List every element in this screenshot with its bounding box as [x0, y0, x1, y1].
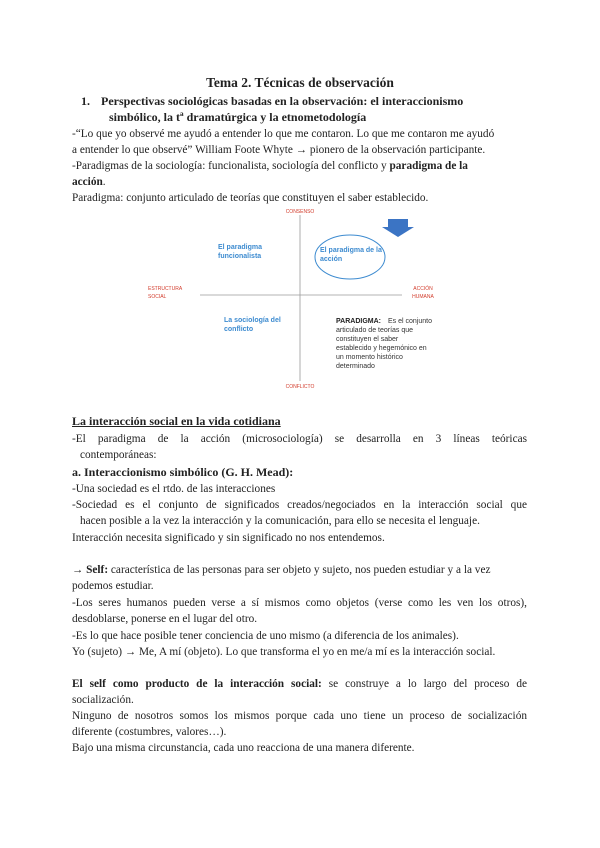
self-term: Self: — [86, 564, 109, 576]
page-title: Tema 2. Técnicas de observación — [206, 75, 394, 90]
yo-me-line: Yo (sujeto) → Me, A mí (objeto). Lo que transforma el yo en me/a mí es la interacción social. — [72, 646, 496, 658]
label-estructura: ESTRUCTURA — [148, 286, 183, 292]
label-social: SOCIAL — [148, 294, 167, 300]
socialization-line-2: diferente (costumbres, valores…). — [72, 726, 227, 739]
heading-line-2: simbólico, la tª dramatúrgica y la etnometodología — [109, 110, 367, 124]
arrow-right-icon: → — [72, 564, 84, 576]
definition-line-4: establecido y hegemónico en — [336, 345, 427, 352]
intro-line-1: -El paradigma de la acción (microsociología) se desarrolla en 3 líneas teóricas — [72, 433, 527, 445]
self-definition: característica de las personas para ser objeto y sujeto, nos pueden estudiar y a la vez — [110, 564, 491, 576]
subheading-a: a. Interaccionismo simbólico (G. H. Mead): — [72, 465, 294, 479]
paradigm-diagram — [140, 205, 460, 390]
self-product-line-2: socialización. — [72, 694, 134, 707]
humans-paragraph — [72, 595, 527, 628]
quote-paragraph — [72, 126, 527, 159]
arrow-down-icon — [382, 219, 414, 237]
self-product-term: El self como producto de la interacción social: — [72, 678, 322, 690]
socialization-line-1: Ninguno de nosotros somos los mismos porque cada uno tiene un proceso de socialización — [72, 710, 527, 722]
society-line-1: -Sociedad es el conjunto de significados creados/negociados en la interacción social que — [72, 499, 527, 511]
interaction-line: Interacción necesita significado y sin significado no nos entendemos. — [72, 532, 385, 544]
self-line-1 — [72, 562, 527, 578]
functionalist-label-2: funcionalista — [218, 253, 262, 260]
heading-line-1: Perspectivas sociológicas basadas en la observación: el interaccionismo — [101, 94, 464, 108]
self-paragraph — [72, 562, 527, 595]
label-humana: HUMANA — [412, 294, 434, 300]
heading-number: 1. — [81, 94, 90, 108]
self-product-line-1 — [72, 676, 527, 692]
action-label-1: El paradigma de la — [320, 247, 382, 254]
conflict-label-2: conflicto — [224, 326, 254, 333]
paradigms-text: -Paradigmas de la sociología: funcionalista, sociología del conflicto y — [72, 160, 387, 172]
paradigms-bold-2: acción — [72, 176, 103, 189]
definition-line-5: un momento histórico — [336, 354, 403, 361]
functionalist-label-1: El paradigma — [218, 244, 262, 251]
self-product-text: se construye a lo largo del proceso de — [328, 678, 527, 690]
definition-line-1: PARADIGMA: Es el conjunto — [336, 318, 432, 325]
label-consenso: CONSENSO — [285, 209, 315, 215]
society-line: -Una sociedad es el rtdo. de las interacciones — [72, 483, 276, 495]
definition-line-2: articulado de teorías que — [336, 327, 414, 334]
reaction-line: Bajo una misma circunstancia, cada uno reacciona de una manera diferente. — [72, 742, 415, 754]
self-product-paragraph — [72, 676, 527, 709]
intro-paragraph — [72, 431, 527, 464]
section-heading-2 — [72, 413, 527, 430]
quote-line-1: -“Lo que yo observé me ayudó a entender lo que me contaron. Lo que me contaron me ayudó — [72, 128, 495, 140]
society-line-2: hacen posible a la vez la interacción y la comunicación, para ello se necesita el lenguaje. — [80, 515, 480, 528]
definition-line-3: constituyen el saber — [336, 336, 399, 343]
self-line-2: podemos estudiar. — [72, 580, 154, 593]
humans-line-1: -Los seres humanos pueden verse a sí mismos como objetos (verse como les ven los otros), — [72, 597, 527, 609]
definition-line-6: determinado — [336, 363, 375, 370]
society-paragraph — [72, 497, 527, 530]
section-heading-text: La interacción social en la vida cotidiana — [72, 414, 281, 428]
quote-line-2: a entender lo que observé” William Foote Whyte → pionero de la observación participante. — [72, 144, 486, 157]
socialization-paragraph — [72, 708, 527, 741]
intro-line-2: contemporáneas: — [80, 449, 157, 462]
paradigms-end: . — [102, 176, 106, 189]
paradigm-definition: Paradigma: conjunto articulado de teorías que constituyen el saber establecido. — [72, 192, 429, 204]
action-label-2: acción — [320, 256, 343, 263]
label-accion: ACCIÓN — [413, 286, 433, 292]
paradigms-paragraph — [72, 158, 527, 191]
conflict-label-1: La sociología del — [224, 317, 281, 324]
paradigms-bold-1: paradigma de la — [389, 160, 468, 172]
label-conflicto: CONFLICTO — [285, 384, 315, 390]
humans-line-2: desdoblarse, ponerse en el lugar del otro. — [72, 613, 258, 626]
section-heading-1 — [81, 93, 533, 125]
conscience-line: -Es lo que hace posible tener conciencia de uno mismo (a diferencia de los animales). — [72, 630, 459, 642]
